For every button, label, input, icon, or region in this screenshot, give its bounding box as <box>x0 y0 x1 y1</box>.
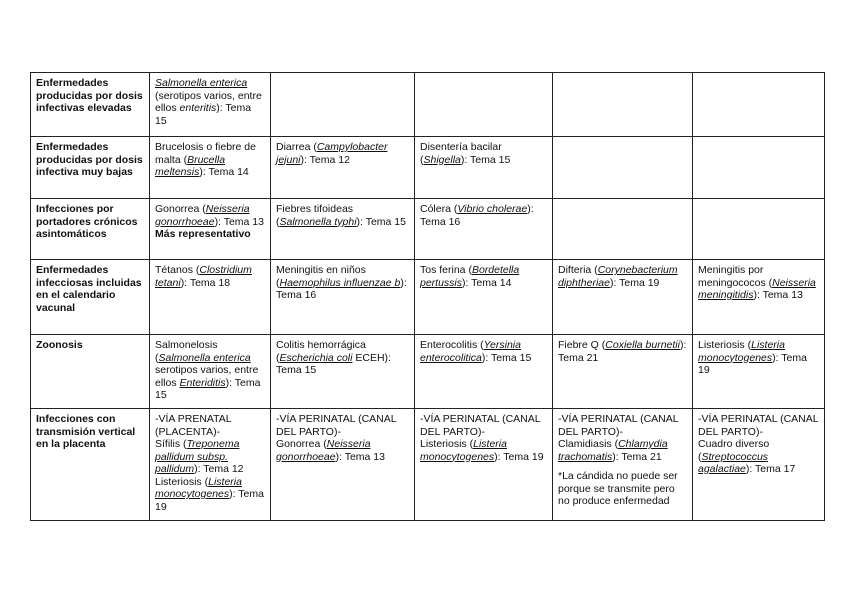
cell-text: ): Tema 21 <box>612 450 662 463</box>
table-cell <box>553 409 693 521</box>
species-name: enteritis <box>179 102 217 114</box>
table-cell <box>271 199 415 260</box>
cell-text: ): Tema 15 <box>481 351 532 364</box>
table-cell <box>553 137 693 199</box>
table-cell <box>693 137 825 199</box>
table-cell <box>553 335 693 409</box>
table-cell <box>150 409 271 521</box>
cell-text: ): Tema 19 <box>155 488 264 513</box>
cell-text: Salmonelosis ( <box>155 339 218 364</box>
table-cell <box>271 137 415 199</box>
cell-text: Gonorrea ( <box>155 203 206 215</box>
table-cell <box>271 409 415 521</box>
cell-text: Cólera ( <box>420 203 458 215</box>
emphasis-text: Más representativo <box>155 228 251 240</box>
cell-text: Brucelosis o fiebre de malta ( <box>155 141 256 166</box>
cell-text: Tos ferina ( <box>420 264 472 276</box>
cell-text: Diarrea ( <box>276 141 317 153</box>
table-row <box>31 409 825 521</box>
species-name: Brucella meltensis <box>155 153 226 178</box>
species-name: Shigella <box>423 153 461 166</box>
footnote-text: *La cándida no puede ser porque se transmite pero no produce enfermedad <box>558 470 678 507</box>
table-cell <box>415 335 553 409</box>
species-name: Campylobacter jejuni <box>276 141 388 166</box>
table-cell <box>271 260 415 335</box>
table-body <box>31 73 825 521</box>
cell-text: -VÍA PERINATAL (CANAL DEL PARTO)- <box>276 413 397 438</box>
cell-text: ): Tema 13 <box>335 450 385 463</box>
cell-text: ): Tema 19 <box>494 450 544 463</box>
species-name: Yersinia enterocolitica <box>420 339 521 364</box>
species-name: Listeria monocytogenes <box>155 475 242 500</box>
table-cell <box>150 73 271 137</box>
cell-text: ): Tema 15 <box>155 376 261 401</box>
cell-text: Meningitis en niños ( <box>276 264 366 289</box>
table-cell <box>415 73 553 137</box>
table-cell <box>415 409 553 521</box>
row-header: Infecciones con transmisión vertical en la placenta <box>31 409 150 521</box>
row-header: Enfermedades producidas por dosis infectivas elevadas <box>31 73 150 137</box>
cell-text: Meningitis por meningococos ( <box>698 264 773 289</box>
species-name: Vibrio cholerae <box>457 203 528 215</box>
table-row <box>31 260 825 335</box>
row-header: Enfermedades producidas por dosis infectiva muy bajas <box>31 137 150 199</box>
table-cell <box>553 73 693 137</box>
cell-text: ): Tema 19 <box>609 276 660 289</box>
species-name: Corynebacterium diphtheriae <box>558 264 678 289</box>
cell-text: -VÍA PRENATAL (PLACENTA)- <box>155 413 232 438</box>
species-name: Neisseria gonorrhoeae <box>155 203 250 228</box>
table-cell <box>271 73 415 137</box>
table-cell <box>553 199 693 260</box>
cell-text: ): Tema 17 <box>745 463 796 475</box>
table-cell <box>150 260 271 335</box>
table-cell <box>693 409 825 521</box>
species-name: Neisseria gonorrhoeae <box>276 438 371 463</box>
cell-text: ECEH): Tema 15 <box>276 351 391 376</box>
species-name: Listeria monocytogenes <box>420 438 507 463</box>
cell-text: ): Tema 15 <box>356 215 406 228</box>
cell-text: ): Tema 15 <box>460 153 511 166</box>
cell-text: Disentería bacilar ( <box>420 141 502 166</box>
table-cell <box>415 260 553 335</box>
table-cell <box>693 335 825 409</box>
cell-text: Fiebre Q ( <box>558 339 606 351</box>
table-cell <box>693 199 825 260</box>
table-cell <box>150 137 271 199</box>
table-row <box>31 335 825 409</box>
cell-text: Fiebres tifoideas ( <box>276 203 354 228</box>
row-header: Enfermedades infecciosas incluidas en el calendario vacunal <box>31 260 150 335</box>
cell-text: -VÍA PERINATAL (CANAL DEL PARTO)- <box>420 413 541 438</box>
species-name: Coxiella burnetii <box>605 339 680 351</box>
cell-text: Sífilis ( <box>155 438 187 450</box>
species-name: Chlamydia trachomatis <box>558 438 668 463</box>
cell-text: ): Tema 16 <box>420 203 534 228</box>
table-cell <box>415 137 553 199</box>
cell-text: ): Tema 18 <box>180 276 231 289</box>
table-cell <box>693 260 825 335</box>
cell-text: ): Tema 16 <box>276 276 407 301</box>
species-name: Haemophilus influenzae b <box>279 276 401 289</box>
cell-text: ): Tema 14 <box>199 166 249 178</box>
cell-text: Gonorrea ( <box>276 438 327 450</box>
cell-text: -VÍA PERINATAL (CANAL DEL PARTO)- <box>558 413 679 438</box>
cell-text: Difteria ( <box>558 264 598 276</box>
cell-text: Enterocolitis ( <box>420 339 484 351</box>
species-name: Streptococcus agalactiae <box>698 450 769 475</box>
cell-text: ): Tema 12 <box>194 463 244 475</box>
species-name: Salmonella enterica <box>158 351 251 364</box>
species-name: Clostridium tetani <box>155 264 252 289</box>
microbiology-table <box>30 72 825 521</box>
cell-text: serotipos varios, entre ellos <box>155 364 259 389</box>
cell-text: ): Tema 15 <box>155 102 252 127</box>
table-cell <box>150 199 271 260</box>
species-name: Treponema pallidum subsp. pallidum <box>155 438 240 475</box>
table-row <box>31 73 825 137</box>
cell-text: Cuadro diverso ( <box>698 438 770 463</box>
species-name: Escherichia coli <box>279 351 353 364</box>
table-cell <box>415 199 553 260</box>
table-cell <box>271 335 415 409</box>
species-name: Neisseria meningitidis <box>698 276 816 301</box>
species-name: Enteriditis <box>179 376 226 389</box>
cell-text: Listeriosis ( <box>420 438 474 450</box>
cell-text: Clamidiasis ( <box>558 438 619 450</box>
cell-text: ): Tema 14 <box>462 276 512 289</box>
cell-text: ): Tema 13 <box>214 215 264 228</box>
cell-text: Tétanos ( <box>155 264 200 276</box>
table-cell <box>693 73 825 137</box>
row-header: Infecciones por portadores crónicos asintomáticos <box>31 199 150 260</box>
cell-text: ): Tema 21 <box>558 339 687 364</box>
cell-text: ): Tema 19 <box>698 351 807 376</box>
row-header: Zoonosis <box>31 335 150 409</box>
cell-text: ): Tema 12 <box>300 153 350 166</box>
table-cell <box>150 335 271 409</box>
table-cell <box>553 260 693 335</box>
cell-text: Colitis hemorrágica ( <box>276 339 366 364</box>
table-row <box>31 137 825 199</box>
species-name: Salmonella typhi <box>279 215 357 228</box>
cell-text: Listeriosis ( <box>155 475 209 488</box>
cell-text: Listeriosis ( <box>698 339 752 351</box>
cell-text: (serotipos varios, entre ellos <box>155 89 262 114</box>
species-name: Bordetella pertussis <box>420 264 520 289</box>
cell-text: ): Tema 13 <box>753 289 803 301</box>
species-name: Salmonella enterica <box>155 77 248 89</box>
cell-text: -VÍA PERINATAL (CANAL DEL PARTO)- <box>698 413 819 438</box>
table-row <box>31 199 825 260</box>
species-name: Listeria monocytogenes <box>698 339 785 364</box>
